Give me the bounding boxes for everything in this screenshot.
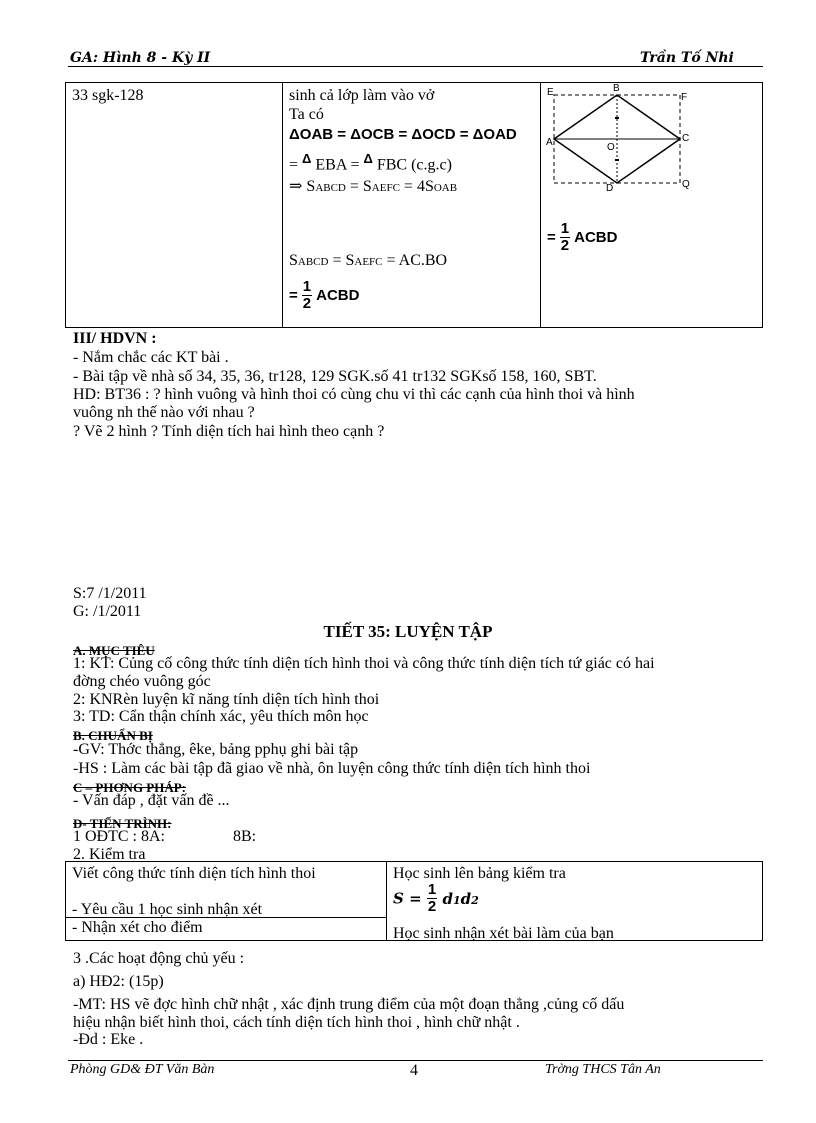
- prep-gv: -GV: Thớc thẳng, êke, bảng pphụ ghi bài tập: [73, 741, 359, 758]
- page-number: 4: [410, 1062, 418, 1079]
- numerator: 1: [560, 220, 570, 237]
- prep-hs: -HS : Làm các bài tập đã giao về nhà, ôn luyện công thức tính diện tích hình thoi: [73, 760, 591, 777]
- eq-sign: =: [409, 889, 422, 908]
- student-task-1: Học sinh lên bảng kiểm tra: [393, 865, 566, 882]
- lesson-title: TIẾT 35: LUYỆN TẬP: [323, 622, 493, 641]
- label-d: D: [606, 183, 614, 194]
- formula-d1: d: [442, 889, 453, 908]
- check-heading: 2. Kiểm tra: [73, 846, 146, 863]
- triangle-icon: Δ: [302, 151, 312, 166]
- label-b: B: [613, 83, 620, 94]
- header-rule: [68, 66, 763, 67]
- check-table: [65, 861, 763, 941]
- hdvn-line-2: - Bài tập về nhà số 34, 35, 36, tr128, 129 SGK.số 41 tr132 SGKsố 158, 160, SBT.: [73, 368, 597, 385]
- numerator: 1: [427, 881, 437, 898]
- hdvn-line-5: ? Vẽ 2 hình ? Tính diện tích hai hình theo cạnh ?: [73, 423, 385, 440]
- formula-s: S: [393, 889, 404, 908]
- eq-sign: =: [547, 229, 556, 246]
- area-sub: AEFC: [354, 256, 383, 268]
- objective-1: 1: KT: Củng cố công thức tính diện tích hình thoi và công thức tính diện tích tứ giác có hai: [73, 655, 655, 672]
- hdvn-title: III/ HDVN :: [73, 330, 157, 347]
- hdvn-line-1: - Nắm chắc các KT bài .: [73, 349, 229, 366]
- product-text: ACBD: [316, 287, 360, 304]
- area-sub: AEFC: [371, 182, 400, 194]
- area-sub: OAB: [433, 182, 458, 194]
- product-text: ACBD: [574, 229, 618, 246]
- rhombus-area-formula: [393, 882, 479, 915]
- activity-objective-cont: hiệu nhận biết hình thoi, cách tính diện tích hình thoi , hình chữ nhật .: [73, 1014, 520, 1031]
- solution-line-1: sinh cả lớp làm vào vở: [289, 87, 435, 104]
- half-product-formula: [289, 279, 359, 312]
- section-c-heading: C – PHƠNG PHÁP:: [73, 780, 187, 795]
- formula-d2: d: [460, 889, 472, 908]
- area-sub: ABCD: [297, 256, 329, 268]
- area-symbol: S: [306, 178, 316, 195]
- fraction: [302, 279, 312, 312]
- section-a-heading: A. MỤC TIÊU: [73, 643, 155, 658]
- label-a: A: [546, 137, 553, 148]
- formula-sub: 2: [471, 893, 479, 907]
- label-q: Q: [682, 179, 690, 190]
- rhombus-figure: [541, 83, 765, 203]
- area-sub: ABCD: [315, 182, 346, 194]
- activities-heading: 3 .Các hoạt động chủ yếu :: [73, 950, 245, 967]
- teacher-task-3: - Nhận xét cho điểm: [72, 919, 203, 936]
- objective-1-cont: đờng chéo vuông góc: [73, 673, 211, 690]
- triangle-equality: ΔOAB = ΔOCB = ΔOCD = ΔOAD: [289, 126, 517, 143]
- method-line: - Vấn đáp , đặt vấn đề ...: [73, 792, 230, 809]
- triangle-icon: Δ: [363, 151, 373, 166]
- header-right: Trần Tố Nhi: [640, 50, 734, 66]
- denominator: 2: [560, 237, 570, 254]
- exercise-cell: [66, 83, 283, 328]
- triangle-fbc: FBC (c.g.c): [376, 156, 452, 174]
- area-eq: = S: [349, 178, 372, 195]
- class-check: 1 OĐTC : 8A:: [73, 828, 165, 845]
- activity-hd2: a) HĐ2: (15p): [73, 973, 164, 990]
- teacher-task-2: - Yêu cầu 1 học sinh nhận xét: [72, 901, 263, 918]
- objective-3: 3: TD: Cẩn thận chính xác, yêu thích môn học: [73, 708, 369, 725]
- footer-rule: [68, 1060, 763, 1061]
- numerator: 1: [302, 278, 312, 295]
- date-s: S:7 /1/2011: [73, 585, 147, 602]
- activity-objective: -MT: HS vẽ đợc hình chữ nhật , xác định trung điểm của một đoạn thẳng ,củng cố dấu: [73, 996, 625, 1013]
- triangle-eba: EBA =: [315, 156, 360, 174]
- student-task-2: Học sinh nhận xét bài làm của bạn: [393, 925, 614, 942]
- objective-2: 2: KNRèn luyện kĩ năng tính diện tích hình thoi: [73, 691, 380, 708]
- triangle-congruence: [289, 149, 452, 174]
- area-equality: [289, 177, 457, 198]
- figure-formula: [547, 221, 617, 254]
- fraction: [427, 882, 437, 915]
- figure-cell: [541, 83, 763, 328]
- class-check-8b: 8B:: [233, 828, 257, 845]
- fraction: [560, 221, 570, 254]
- implies-arrow: ⇒: [289, 178, 303, 195]
- teacher-task-1: Viết công thức tính diện tích hình thoi: [72, 865, 316, 882]
- area-formula: [289, 251, 447, 272]
- area-eq: = 4S: [403, 178, 434, 195]
- label-c: C: [682, 133, 690, 144]
- area-eq: = S: [332, 252, 355, 269]
- area-symbol: S: [289, 252, 298, 269]
- teacher-cell: [66, 862, 387, 941]
- section-d-heading: D- TIẾN TRÌNH:: [73, 816, 172, 831]
- footer-left: Phòng GD& ĐT Văn Bàn: [70, 1062, 215, 1077]
- exercise-number: 33 sgk-128: [72, 87, 144, 104]
- hdvn-line-3: HD: BT36 : ? hình vuông và hình thoi có cùng chu vi thì các cạnh của hình thoi và hình: [73, 386, 635, 403]
- activity-equipment: -Đd : Eke .: [73, 1031, 144, 1048]
- denominator: 2: [302, 295, 312, 312]
- area-eq: = AC.BO: [386, 252, 448, 269]
- denominator: 2: [427, 898, 437, 915]
- footer-right: Trờng THCS Tân An: [545, 1062, 661, 1077]
- header-left: GA: Hình 8 - Kỳ II: [70, 50, 211, 66]
- section-b-heading: B. CHUẨN BỊ: [73, 728, 153, 743]
- student-cell: [387, 862, 763, 941]
- solution-line-2: Ta có: [289, 106, 324, 123]
- exercise-table: [65, 82, 763, 328]
- hdvn-line-4: vuông nh thế nào với nhau ?: [73, 404, 255, 421]
- formula-sub: 1: [452, 893, 461, 907]
- eq-sign: =: [289, 156, 299, 174]
- date-g: G: /1/2011: [73, 603, 142, 620]
- eq-sign: =: [289, 287, 298, 304]
- label-f: F: [681, 92, 688, 103]
- label-e: E: [547, 87, 554, 98]
- solution-cell: [283, 83, 541, 328]
- label-o: O: [607, 142, 615, 153]
